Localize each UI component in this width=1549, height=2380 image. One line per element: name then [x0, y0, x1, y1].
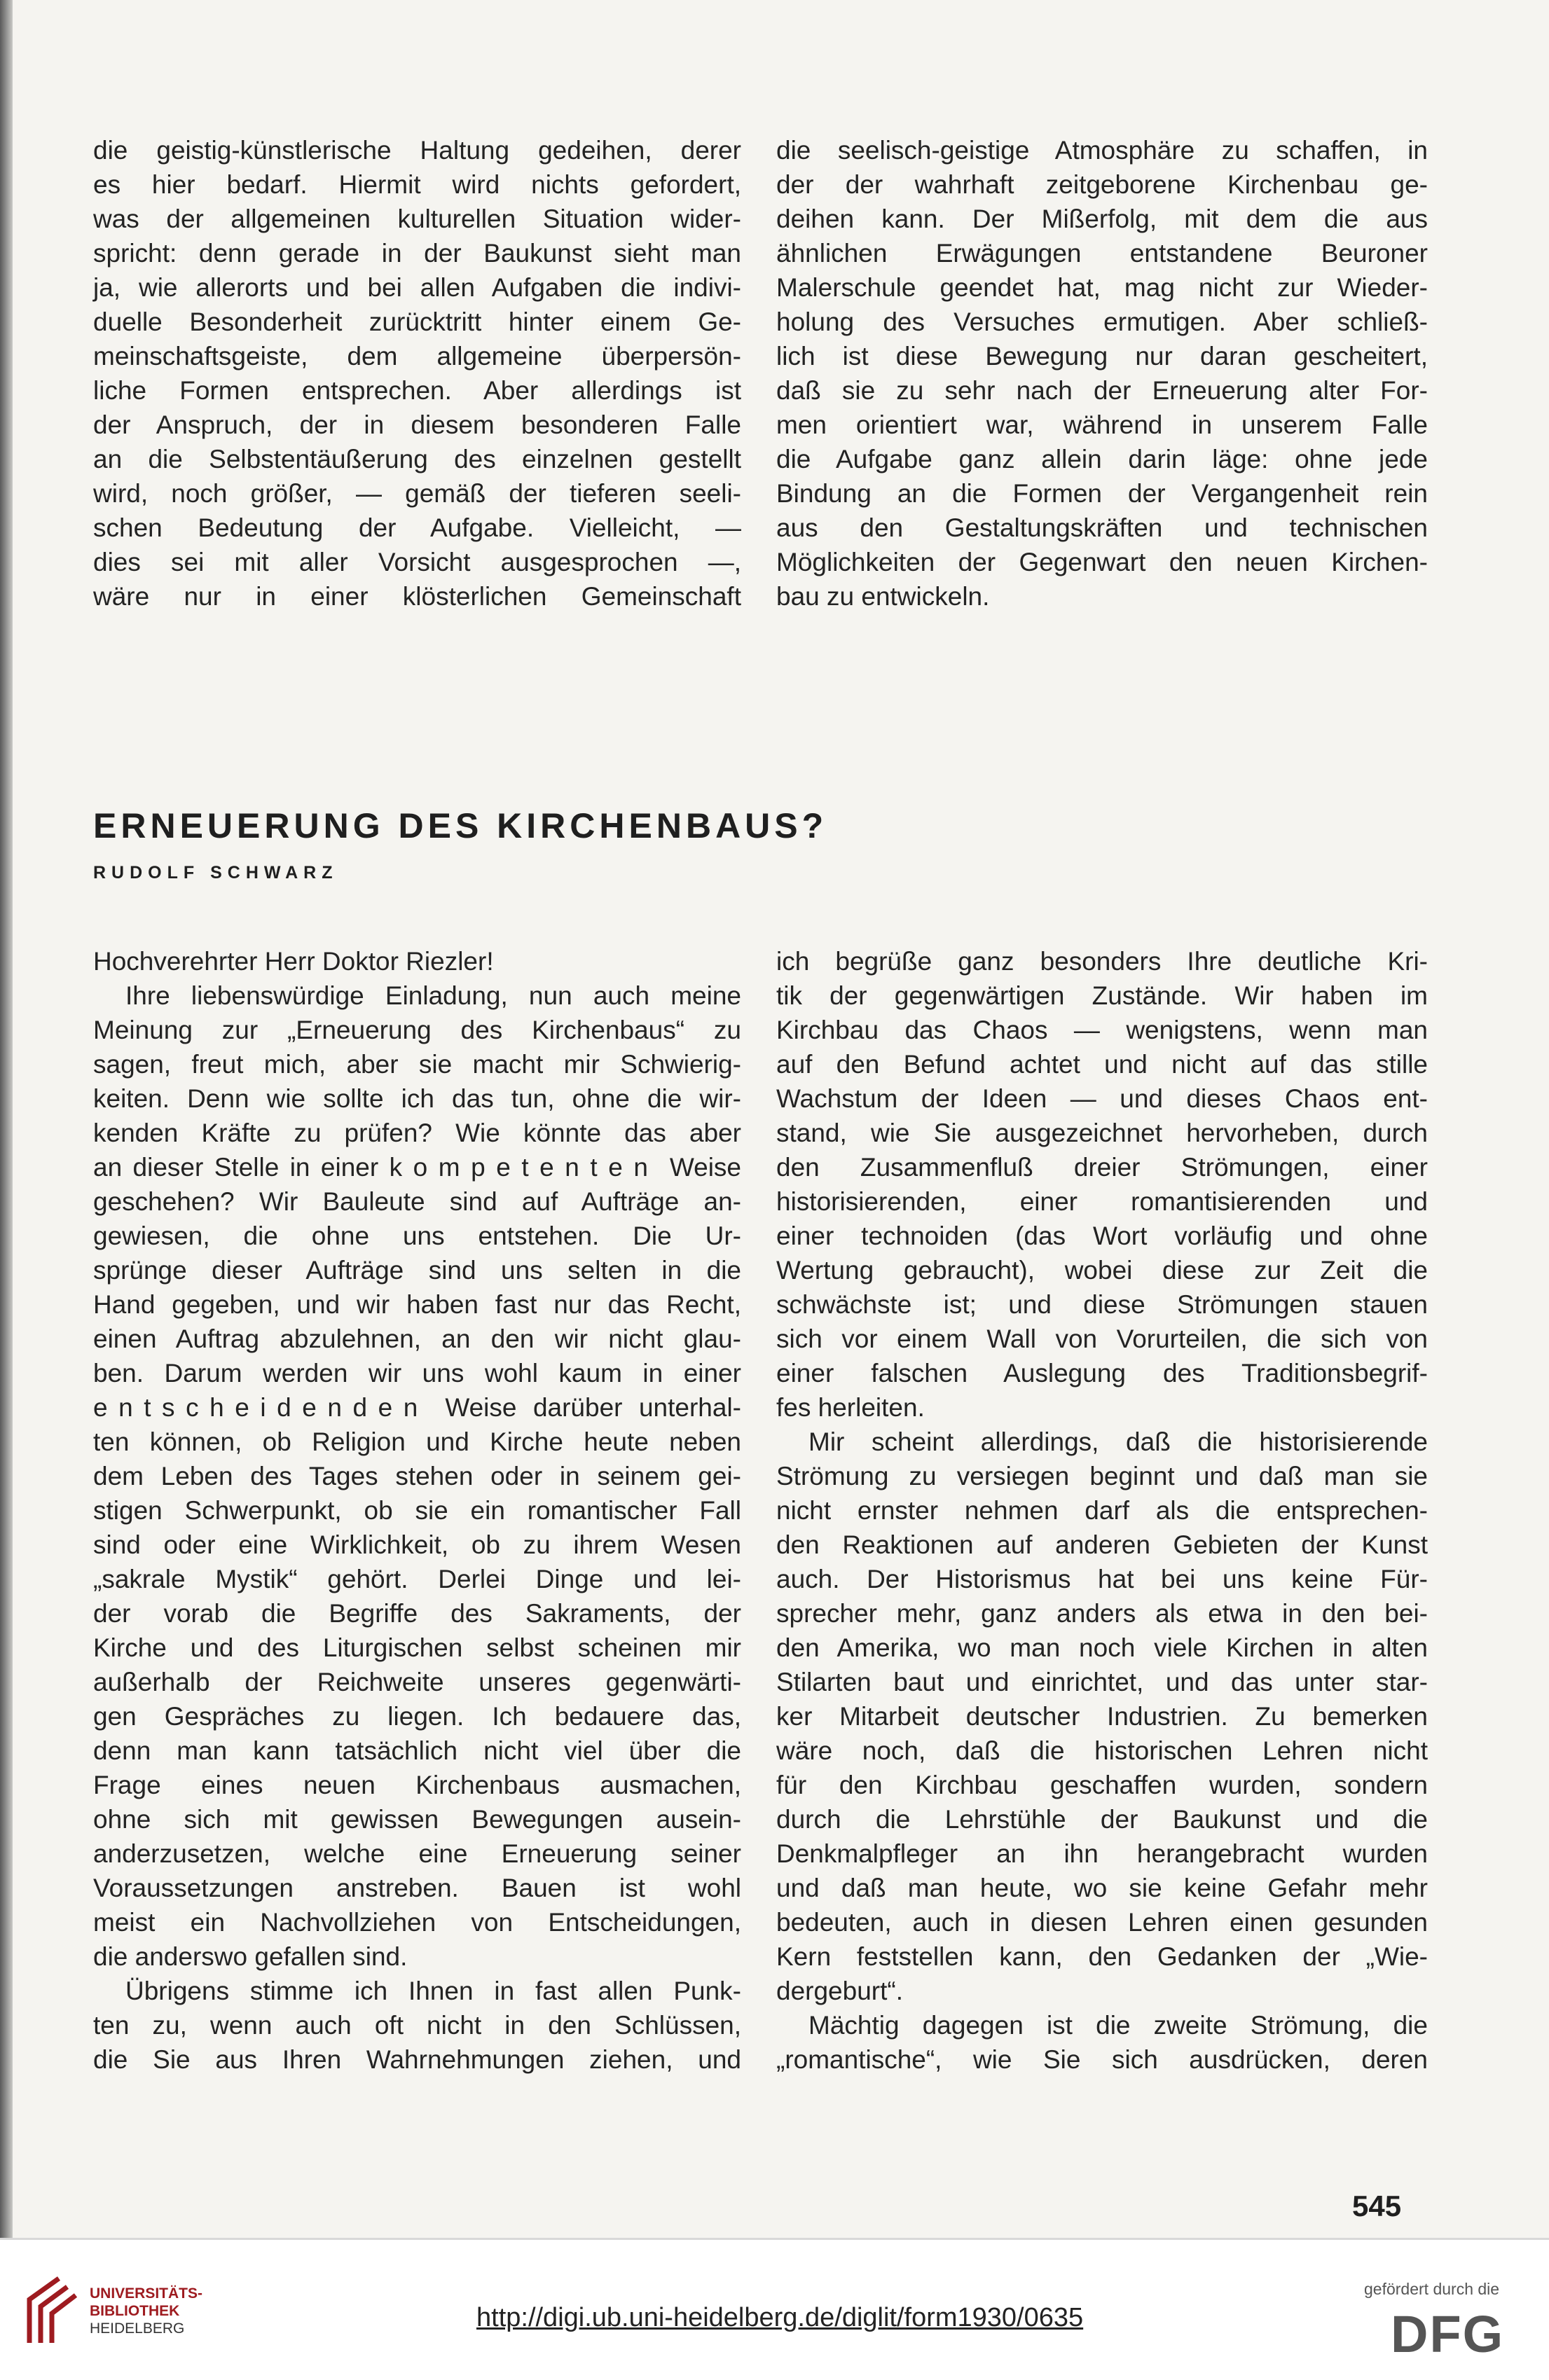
text-line: wird, noch größer, — gemäß der tieferen seeli-	[93, 479, 741, 508]
text-line: die seelisch-geistige Atmosphäre zu schaffen, in	[776, 136, 1428, 165]
text-line	[93, 1150, 741, 1184]
text-line: „romantische“, wie Sie sich ausdrücken, deren	[776, 2045, 1428, 2074]
text-line: stand, wie Sie ausgezeichnet hervorheben, durch	[776, 1119, 1428, 1147]
text-line: die Sie aus Ihren Wahrnehmungen ziehen, und	[93, 2045, 741, 2074]
body-left-column	[93, 944, 741, 2077]
text-line: was der allgemeinen kulturellen Situation wider-	[93, 205, 741, 233]
text-line: sich vor einem Wall von Vorurteilen, die sich von	[776, 1324, 1428, 1353]
text-line: meinschaftsgeiste, dem allgemeine überpersön-	[93, 342, 741, 371]
text-line: „sakrale Mystik“ gehört. Derlei Dinge und lei-	[93, 1565, 741, 1593]
library-name-line: UNIVERSITÄTS-	[90, 2285, 203, 2302]
text-line: für den Kirchbau geschaffen wurden, sondern	[776, 1771, 1428, 1799]
continuation-right-column	[776, 133, 1428, 614]
text-line: einer technoiden (das Wort vorläufig und ohne	[776, 1222, 1428, 1250]
library-name-line: HEIDELBERG	[90, 2320, 185, 2337]
text-line: aus den Gestaltungskräften und technischen	[776, 513, 1428, 542]
text-line: ich begrüße ganz besonders Ihre deutliche Kri-	[776, 947, 1428, 976]
text-line: geschehen? Wir Bauleute sind auf Aufträge an-	[93, 1187, 741, 1216]
text-line: holung des Versuches ermutigen. Aber schließ-	[776, 307, 1428, 336]
text-line: Kirche und des Liturgischen selbst scheinen mir	[93, 1633, 741, 1662]
text-line: einer falschen Auslegung des Traditionsbegrif-	[776, 1359, 1428, 1388]
body-right-column	[776, 944, 1428, 2077]
text-line: dem Leben des Tages stehen oder in seinem gei-	[93, 1462, 741, 1490]
text-line: sprecher mehr, ganz anders als etwa in den bei-	[776, 1599, 1428, 1628]
text-line: Möglichkeiten der Gegenwart den neuen Kirchen-	[776, 548, 1428, 576]
text-line: Frage eines neuen Kirchenbaus ausmachen,	[93, 1771, 741, 1799]
text-line: der der wahrhaft zeitgeborene Kirchenbau ge-	[776, 170, 1428, 199]
text-line: außerhalb der Reichweite unseres gegenwärti-	[93, 1668, 741, 1696]
text-line: der vorab die Begriffe des Sakraments, der	[93, 1599, 741, 1628]
university-library-logo-icon	[15, 2273, 85, 2350]
text-line: durch die Lehrstühle der Baukunst und die	[776, 1805, 1428, 1834]
text-line: Mir scheint allerdings, daß die historisierende	[808, 1427, 1428, 1456]
text-line: wäre noch, daß die historischen Lehren nicht	[776, 1736, 1428, 1765]
text-line: keiten. Denn wie sollte ich das tun, ohne die wir-	[93, 1084, 741, 1113]
emphasized-word: kompetenten	[389, 1153, 659, 1182]
text-line: sprünge dieser Aufträge sind uns selten in die	[93, 1256, 741, 1285]
continuation-left-column	[93, 133, 741, 614]
text-fragment: Weise	[669, 1153, 741, 1182]
text-line: auch. Der Historismus hat bei uns keine Für-	[776, 1565, 1428, 1593]
text-line: und daß man heute, wo sie keine Gefahr mehr	[776, 1874, 1428, 1902]
text-line: Stilarten baut und einrichtet, und das unter star-	[776, 1668, 1428, 1696]
text-line: sagen, freut mich, aber sie macht mir Schwierig-	[93, 1050, 741, 1079]
text-line: denn man kann tatsächlich nicht viel über die	[93, 1736, 741, 1765]
article-author: RUDOLF SCHWARZ	[93, 863, 338, 883]
text-line: ohne sich mit gewissen Bewegungen ausein-	[93, 1805, 741, 1834]
text-line	[93, 1390, 741, 1425]
text-line: men orientiert war, während in unserem Falle	[776, 410, 1428, 439]
text-line: den Reaktionen auf anderen Gebieten der Kunst	[776, 1530, 1428, 1559]
text-line: dies sei mit aller Vorsicht ausgesprochen —,	[93, 548, 741, 576]
text-line: der Anspruch, der in diesem besonderen Falle	[93, 410, 741, 439]
text-line: Denkmalpfleger an ihn herangebracht wurden	[776, 1839, 1428, 1868]
footer-divider	[0, 2238, 1549, 2240]
text-line: Meinung zur „Erneuerung des Kirchenbaus“ zu	[93, 1016, 741, 1044]
text-line: schwächste ist; und diese Strömungen stauen	[776, 1290, 1428, 1319]
text-line: an die Selbstentäußerung des einzelnen gestellt	[93, 445, 741, 473]
text-line: ten zu, wenn auch oft nicht in den Schlüssen,	[93, 2011, 741, 2040]
text-line: kenden Kräfte zu prüfen? Wie könnte das aber	[93, 1119, 741, 1147]
dfg-logo: DFG	[1391, 2305, 1505, 2363]
text-line: auf den Befund achtet und nicht auf das stille	[776, 1050, 1428, 1079]
text-line: es hier bedarf. Hiermit wird nichts gefordert,	[93, 170, 741, 199]
text-fragment: Weise darüber unterhal-	[445, 1393, 741, 1422]
text-line: anderzusetzen, welche eine Erneuerung seiner	[93, 1839, 741, 1868]
text-line: dergeburt“.	[776, 1977, 903, 2005]
text-line: den Amerika, wo man noch viele Kirchen in alten	[776, 1633, 1428, 1662]
text-line: einen Auftrag abzulehnen, an den wir nicht glau-	[93, 1324, 741, 1353]
text-line: die geistig-künstlerische Haltung gedeihen, derer	[93, 136, 741, 165]
text-line: ben. Darum werden wir uns wohl kaum in einer	[93, 1359, 741, 1388]
text-line: Kirchbau das Chaos — wenigstens, wenn man	[776, 1016, 1428, 1044]
text-line: sind oder eine Wirklichkeit, ob zu ihrem Wesen	[93, 1530, 741, 1559]
text-line: fes herleiten.	[776, 1393, 925, 1422]
text-line: deihen kann. Der Mißerfolg, mit dem die aus	[776, 205, 1428, 233]
text-line: bedeuten, auch in diesen Lehren einen gesunden	[776, 1908, 1428, 1937]
emphasized-word: entscheidenden	[93, 1393, 429, 1422]
text-fragment: an dieser Stelle in einer	[93, 1153, 379, 1182]
text-line: Malerschule geendet hat, mag nicht zur Wieder-	[776, 273, 1428, 302]
text-line: spricht: denn gerade in der Baukunst sieht man	[93, 239, 741, 268]
text-line: historisierenden, einer romantisierenden und	[776, 1187, 1428, 1216]
text-line: liche Formen entsprechen. Aber allerdings ist	[93, 376, 741, 405]
text-line: stigen Schwerpunkt, ob sie ein romantischer Fall	[93, 1496, 741, 1525]
text-line: Hand gegeben, und wir haben fast nur das Recht,	[93, 1290, 741, 1319]
scan-edge-shadow	[0, 0, 13, 2238]
text-line: schen Bedeutung der Aufgabe. Vielleicht, —	[93, 513, 741, 542]
text-line: Übrigens stimme ich Ihnen in fast allen Punk-	[125, 1977, 741, 2005]
text-line: ähnlichen Erwägungen entstandene Beuroner	[776, 239, 1428, 268]
text-line: den Zusammenfluß dreier Strömungen, einer	[776, 1153, 1428, 1182]
text-line: Ihre liebenswürdige Einladung, nun auch meine	[125, 981, 741, 1010]
article-heading: ERNEUERUNG DES KIRCHENBAUS?	[93, 806, 828, 845]
text-line: die anderswo gefallen sind.	[93, 1942, 408, 1971]
text-line: wäre nur in einer klösterlichen Gemeinschaft	[93, 582, 741, 611]
text-line: ja, wie allerorts und bei allen Aufgaben die indivi-	[93, 273, 741, 302]
text-line: ker Mitarbeit deutscher Industrien. Zu bemerken	[776, 1702, 1428, 1731]
text-line: meist ein Nachvollziehen von Entscheidungen,	[93, 1908, 741, 1937]
text-line: gewiesen, die ohne uns entstehen. Die Ur-	[93, 1222, 741, 1250]
text-line: tik der gegenwärtigen Zustände. Wir haben im	[776, 981, 1428, 1010]
library-name-line: BIBLIOTHEK	[90, 2303, 180, 2319]
text-line: nicht ernster nehmen darf als die entsprechen-	[776, 1496, 1428, 1525]
text-line: Wachstum der Ideen — und dieses Chaos ent-	[776, 1084, 1428, 1113]
text-line: gen Gespräches zu liegen. Ich bedauere das,	[93, 1702, 741, 1731]
funding-caption: gefördert durch die	[1364, 2280, 1500, 2298]
text-line: ten können, ob Religion und Kirche heute neben	[93, 1427, 741, 1456]
text-line: Wertung gebraucht), wobei diese zur Zeit die	[776, 1256, 1428, 1285]
text-line: lich ist diese Bewegung nur daran gescheitert,	[776, 342, 1428, 371]
text-line: die Aufgabe ganz allein darin läge: ohne jede	[776, 445, 1428, 473]
source-url-link[interactable]: http://digi.ub.uni-heidelberg.de/diglit/form1930/0635	[476, 2303, 1084, 2332]
text-line: daß sie zu sehr nach der Erneuerung alter For-	[776, 376, 1428, 405]
text-line: Voraussetzungen anstreben. Bauen ist wohl	[93, 1874, 741, 1902]
page-number: 545	[1352, 2189, 1402, 2222]
text-line: Kern feststellen kann, den Gedanken der „Wie-	[776, 1942, 1428, 1971]
text-line: Bindung an die Formen der Vergangenheit rein	[776, 479, 1428, 508]
salutation: Hochverehrter Herr Doktor Riezler!	[93, 947, 494, 976]
text-line: Strömung zu versiegen beginnt und daß man sie	[776, 1462, 1428, 1490]
university-library-name	[90, 2285, 202, 2337]
text-line: bau zu entwickeln.	[776, 582, 990, 611]
text-line: duelle Besonderheit zurücktritt hinter einem Ge-	[93, 307, 741, 336]
text-line: Mächtig dagegen ist die zweite Strömung, die	[808, 2011, 1428, 2040]
